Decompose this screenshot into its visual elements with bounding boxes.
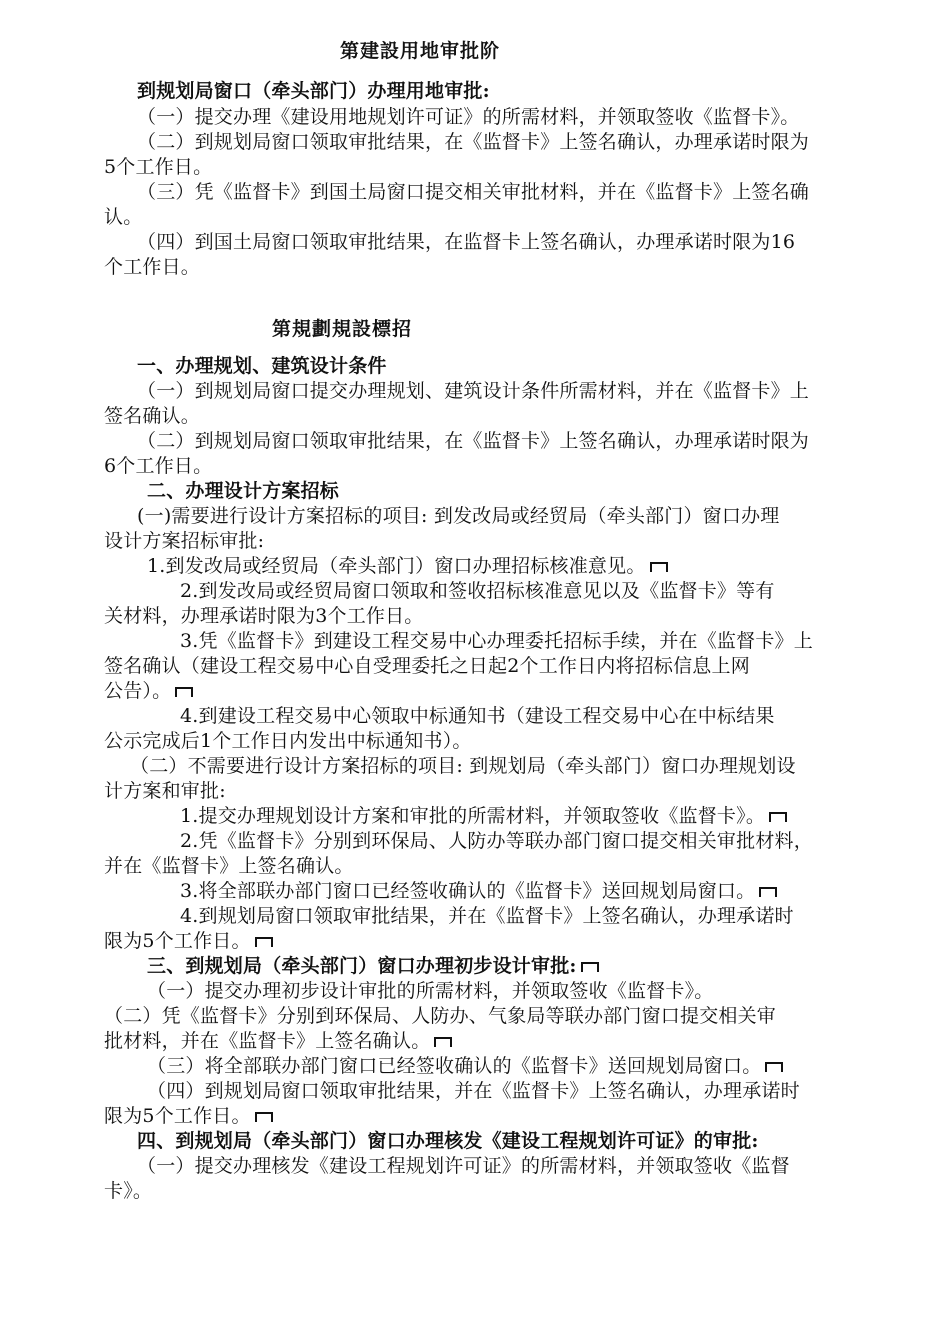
paragraph-line: （三）凭《监督卡》到国土局窗口提交相关审批材料，并在《监督卡》上签名确 xyxy=(137,181,810,203)
subheading-2: 二、办理设计方案招标 xyxy=(147,480,340,502)
paragraph-line xyxy=(147,1053,783,1079)
revision-mark-icon xyxy=(255,1112,273,1122)
paragraph-line: 个工作日。 xyxy=(104,256,201,278)
line-text: 限为5个工作日。 xyxy=(104,930,251,952)
paragraph-line: 卡》。 xyxy=(104,1180,153,1202)
paragraph-line: （四）到规划局窗口领取审批结果，并在《监督卡》上签名确认，办理承诺时 xyxy=(147,1080,800,1102)
line-text: 三、到规划局（牵头部门）窗口办理初步设计审批: xyxy=(147,955,577,977)
paragraph-line: 计方案和审批: xyxy=(104,780,226,802)
revision-mark-icon xyxy=(434,1037,452,1047)
paragraph-line: 并在《监督卡》上签名确认。 xyxy=(104,855,354,877)
paragraph-line: 4.到建设工程交易中心领取中标通知书（建设工程交易中心在中标结果 xyxy=(180,705,775,727)
paragraph-line: 4.到规划局窗口领取审批结果，并在《监督卡》上签名确认，办理承诺时 xyxy=(180,905,794,927)
paragraph-line xyxy=(147,553,668,579)
paragraph-line xyxy=(180,803,787,829)
paragraph-line: 3.凭《监督卡》到建设工程交易中心办理委托招标手续，并在《监督卡》上 xyxy=(180,630,813,652)
revision-mark-icon xyxy=(759,887,777,897)
subheading-4: 四、到规划局（牵头部门）窗口办理核发《建设工程规划许可证》的审批: xyxy=(137,1130,759,1152)
paragraph-line: （一）到规划局窗口提交办理规划、建筑设计条件所需材料，并在《监督卡》上 xyxy=(137,380,810,402)
paragraph-line: 5个工作日。 xyxy=(104,156,213,178)
line-text: 1.到发改局或经贸局（牵头部门）窗口办理招标核准意见。 xyxy=(147,555,646,577)
paragraph-line: 公示完成后1个工作日内发出中标通知书）。 xyxy=(104,730,472,752)
subheading-3 xyxy=(147,953,599,979)
revision-mark-icon xyxy=(255,937,273,947)
revision-mark-icon xyxy=(650,562,668,572)
paragraph-line xyxy=(104,1103,273,1129)
paragraph-line: （二）到规划局窗口领取审批结果，在《监督卡》上签名确认，办理承诺时限为 xyxy=(137,430,810,452)
paragraph-line: （二）不需要进行设计方案招标的项目: 到规划局（牵头部门）窗口办理规划设 xyxy=(130,755,796,777)
paragraph-line: (一)需要进行设计方案招标的项目: 到发改局或经贸局（牵头部门）窗口办理 xyxy=(137,505,780,527)
paragraph-line: 2.到发改局或经贸局窗口领取和签收招标核准意见以及《监督卡》等有 xyxy=(180,580,775,602)
line-text: （三）将全部联办部门窗口已经签收确认的《监督卡》送回规划局窗口。 xyxy=(147,1055,762,1077)
paragraph-line: 设计方案招标审批: xyxy=(104,530,265,552)
paragraph-line: （一）提交办理核发《建设工程规划许可证》的所需材料，并领取签收《监督 xyxy=(137,1155,790,1177)
paragraph-line xyxy=(104,678,193,704)
revision-mark-icon xyxy=(175,687,193,697)
section2-title: 第規劃規設標招 xyxy=(272,318,413,340)
paragraph-line: 签名确认（建设工程交易中心自受理委托之日起2个工作日内将招标信息上网 xyxy=(104,655,750,677)
subheading-1: 一、办理规划、建筑设计条件 xyxy=(137,355,387,377)
paragraph-line: 6个工作日。 xyxy=(104,455,213,477)
line-text: 限为5个工作日。 xyxy=(104,1105,251,1127)
paragraph-line: （二）凭《监督卡》分别到环保局、人防办、气象局等联办部门窗口提交相关审 xyxy=(104,1005,777,1027)
line-text: 批材料，并在《监督卡》上签名确认。 xyxy=(104,1030,431,1052)
paragraph-line: （一）提交办理《建设用地规划许可证》的所需材料，并领取签收《监督卡》。 xyxy=(137,106,800,128)
paragraph-line xyxy=(104,928,273,954)
section1-title: 第建設用地审批阶 xyxy=(340,40,501,62)
line-text: 公告）。 xyxy=(104,680,172,702)
paragraph-line xyxy=(104,1028,452,1054)
paragraph-line: 2.凭《监督卡》分别到环保局、人防办等联办部门窗口提交相关审批材料， xyxy=(180,830,813,852)
revision-mark-icon xyxy=(765,1062,783,1072)
paragraph-line: （二）到规划局窗口领取审批结果，在《监督卡》上签名确认，办理承诺时限为 xyxy=(137,131,810,153)
paragraph-line: 签名确认。 xyxy=(104,405,201,427)
revision-mark-icon xyxy=(581,962,599,972)
line-text: 1.提交办理规划设计方案和审批的所需材料，并领取签收《监督卡》。 xyxy=(180,805,766,827)
paragraph-line: （一）提交办理初步设计审批的所需材料，并领取签收《监督卡》。 xyxy=(147,980,714,1002)
paragraph-line: （四）到国土局窗口领取审批结果，在监督卡上签名确认，办理承诺时限为16 xyxy=(137,231,796,253)
paragraph-line: 关材料，办理承诺时限为3个工作日。 xyxy=(104,605,424,627)
line-text: 3.将全部联办部门窗口已经签收确认的《监督卡》送回规划局窗口。 xyxy=(180,880,756,902)
paragraph-line: 认。 xyxy=(104,206,143,228)
paragraph-line xyxy=(180,878,777,904)
revision-mark-icon xyxy=(769,812,787,822)
section1-heading: 到规划局窗口（牵头部门）办理用地审批: xyxy=(137,80,490,102)
